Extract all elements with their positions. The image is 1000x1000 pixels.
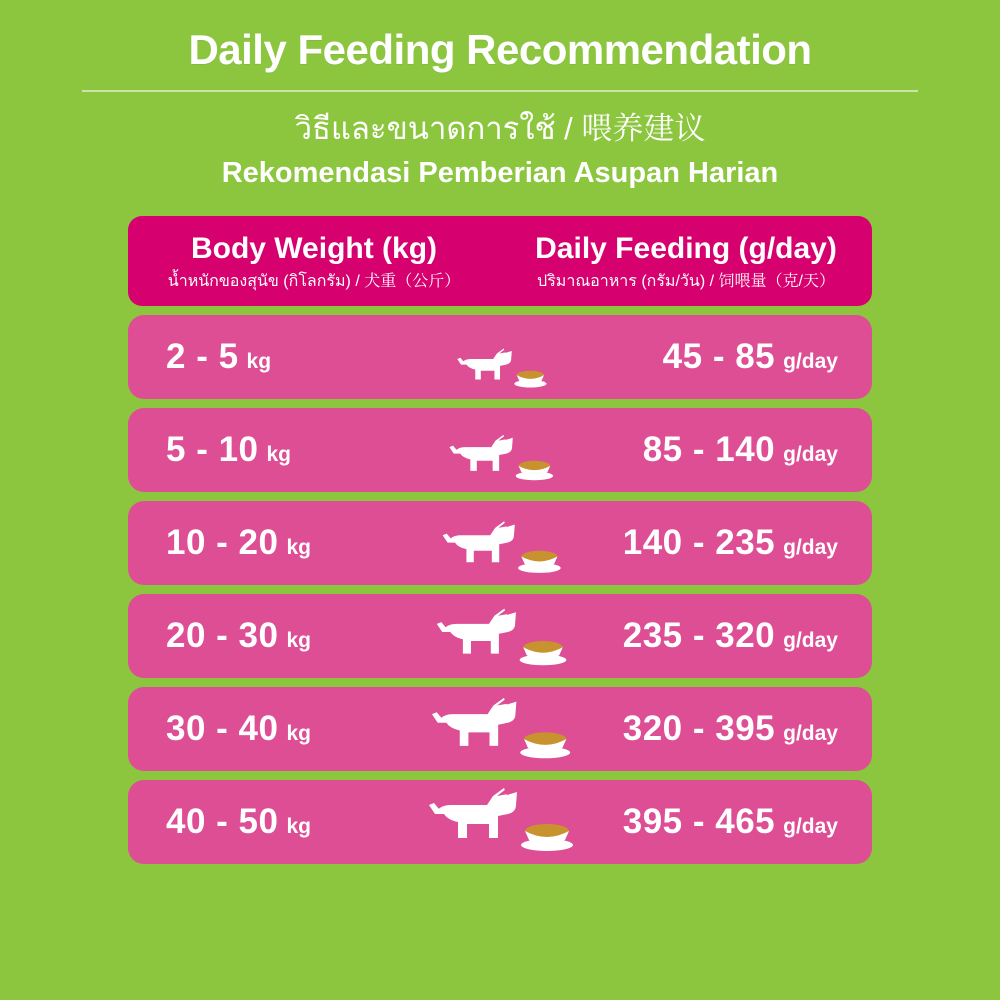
daily-feeding-unit: g/day <box>783 349 838 373</box>
table-body <box>128 315 872 864</box>
cell-daily-feeding <box>586 523 872 563</box>
cell-dog-icon <box>418 687 586 771</box>
feeding-table <box>128 216 872 863</box>
cell-daily-feeding <box>586 802 872 842</box>
dog-and-bowl-icon <box>441 518 564 577</box>
cell-dog-icon <box>418 594 586 678</box>
cell-daily-feeding <box>586 430 872 470</box>
column-header-daily-feeding-label: Daily Feeding (g/day) <box>535 232 837 266</box>
body-weight-value: 10 - 20 <box>166 522 279 562</box>
page-title: Daily Feeding Recommendation <box>188 26 812 73</box>
body-weight-unit: kg <box>286 535 311 559</box>
cell-body-weight <box>128 430 418 470</box>
daily-feeding-value: 320 - 395 <box>622 708 776 748</box>
body-weight-value: 30 - 40 <box>166 708 279 748</box>
table-row <box>128 594 872 678</box>
dog-and-bowl-icon <box>456 346 549 391</box>
column-header-daily-feeding <box>500 232 872 291</box>
dog-and-bowl-icon <box>435 605 570 670</box>
body-weight-value: 40 - 50 <box>166 801 279 841</box>
daily-feeding-unit: g/day <box>783 628 838 652</box>
cell-body-weight <box>128 616 418 656</box>
daily-feeding-value: 235 - 320 <box>622 615 776 655</box>
body-weight-value: 2 - 5 <box>166 336 239 376</box>
cell-daily-feeding <box>586 616 872 656</box>
body-weight-value: 5 - 10 <box>166 429 259 469</box>
cell-daily-feeding <box>586 709 872 749</box>
cell-body-weight <box>128 709 418 749</box>
body-weight-unit: kg <box>286 721 311 745</box>
table-row <box>128 687 872 771</box>
subtitle-indonesian: Rekomendasi Pemberian Asupan Harian <box>221 157 779 190</box>
column-header-body-weight-label: Body Weight (kg) <box>190 232 438 266</box>
cell-daily-feeding <box>586 337 872 377</box>
table-row <box>128 501 872 585</box>
cell-dog-icon <box>418 501 586 585</box>
table-row <box>128 780 872 864</box>
daily-feeding-value: 140 - 235 <box>622 522 776 562</box>
daily-feeding-unit: g/day <box>783 721 838 745</box>
table-row <box>128 408 872 492</box>
dog-and-bowl-icon <box>448 432 556 484</box>
cell-dog-icon <box>418 408 586 492</box>
cell-dog-icon <box>418 315 586 399</box>
page-header <box>0 0 1000 190</box>
body-weight-unit: kg <box>246 349 272 373</box>
body-weight-unit: kg <box>286 628 311 652</box>
cell-dog-icon <box>418 780 586 864</box>
column-header-daily-feeding-sublabel: ปริมาณอาหาร (กรัม/วัน) / 饲喂量（克/天） <box>537 273 835 291</box>
body-weight-value: 20 - 30 <box>166 615 279 655</box>
table-row <box>128 315 872 399</box>
daily-feeding-value: 85 - 140 <box>642 429 776 469</box>
daily-feeding-unit: g/day <box>783 535 838 559</box>
column-header-body-weight-sublabel: น้ำหนักของสุนัข (กิโลกรัม) / 犬重（公斤） <box>167 273 461 291</box>
daily-feeding-unit: g/day <box>783 814 838 838</box>
dog-and-bowl-icon <box>427 784 577 856</box>
title-divider <box>82 90 918 92</box>
body-weight-unit: kg <box>266 442 292 466</box>
cell-body-weight <box>128 337 418 377</box>
subtitle-thai-chinese: วิธีและขนาดการใช้ / 喂养建议 <box>294 111 706 147</box>
cell-body-weight <box>128 802 418 842</box>
table-header-row <box>128 216 872 305</box>
daily-feeding-value: 395 - 465 <box>622 801 776 841</box>
cell-body-weight <box>128 523 418 563</box>
column-header-body-weight <box>128 232 500 291</box>
body-weight-unit: kg <box>286 814 311 838</box>
daily-feeding-value: 45 - 85 <box>662 336 776 376</box>
dog-and-bowl-icon <box>430 694 574 763</box>
daily-feeding-unit: g/day <box>783 442 838 466</box>
